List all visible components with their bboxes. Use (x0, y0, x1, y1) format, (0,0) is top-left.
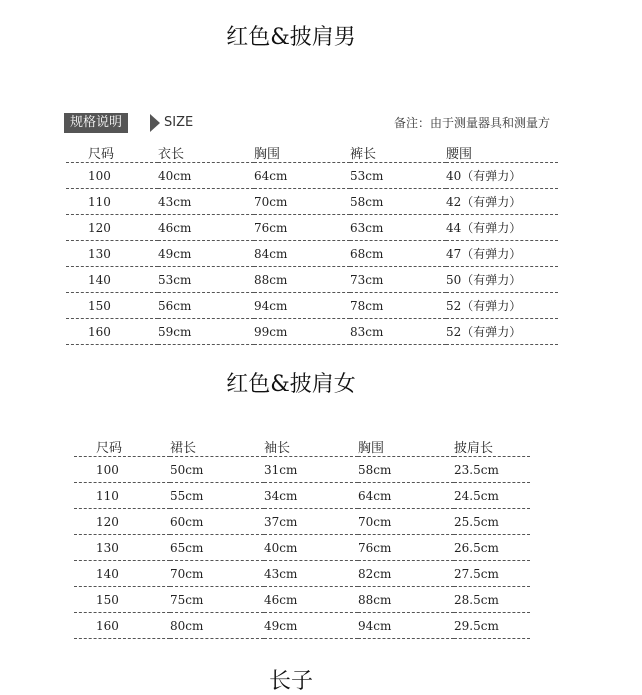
table-cell: 130 (66, 241, 158, 267)
table-cell: 140 (74, 561, 170, 587)
table-cell: 64cm (254, 163, 350, 189)
size-note: 备注：由于测量器具和测量方 (394, 116, 551, 130)
table-cell: 80cm (170, 613, 264, 639)
header-cell: 腰围 (446, 140, 558, 163)
table-cell: 76cm (254, 215, 350, 241)
table-cell: 58cm (350, 189, 446, 215)
section-title-bottom: 长子 (268, 669, 313, 694)
table-cell: 70cm (170, 561, 264, 587)
table-cell: 160 (66, 319, 158, 345)
header-cell: 裙长 (170, 434, 264, 457)
table-cell: 59cm (158, 319, 254, 345)
table-cell: 110 (66, 189, 158, 215)
table-cell: 84cm (254, 241, 350, 267)
size-label-badge: 规格说明 (64, 113, 128, 133)
table-cell: 40（有弹力） (446, 163, 558, 189)
table-cell: 70cm (358, 509, 454, 535)
table-cell: 29.5cm (454, 613, 530, 639)
table-row (74, 613, 530, 639)
table-cell: 83cm (350, 319, 446, 345)
table-row (74, 587, 530, 613)
table-row (74, 483, 530, 509)
table-cell: 42（有弹力） (446, 189, 558, 215)
table-cell: 49cm (264, 613, 358, 639)
table-row (66, 293, 558, 319)
table-cell: 150 (66, 293, 158, 319)
table-cell: 78cm (350, 293, 446, 319)
table-cell: 76cm (358, 535, 454, 561)
table-cell: 58cm (358, 457, 454, 483)
table-cell: 25.5cm (454, 509, 530, 535)
table-cell: 160 (74, 613, 170, 639)
table-cell: 68cm (350, 241, 446, 267)
table-cell: 50（有弹力） (446, 267, 558, 293)
table-cell: 24.5cm (454, 483, 530, 509)
table-cell: 34cm (264, 483, 358, 509)
table-cell: 52（有弹力） (446, 293, 558, 319)
table-cell: 120 (66, 215, 158, 241)
table-cell: 43cm (158, 189, 254, 215)
table-cell: 50cm (170, 457, 264, 483)
section-title-girl: 红色&披肩女 (226, 372, 356, 397)
size-en-label: SIZE (164, 115, 194, 130)
table-cell: 27.5cm (454, 561, 530, 587)
table-cell: 64cm (358, 483, 454, 509)
table-cell: 28.5cm (454, 587, 530, 613)
table-cell: 94cm (254, 293, 350, 319)
table-cell: 70cm (254, 189, 350, 215)
table-cell: 110 (74, 483, 170, 509)
table-row (66, 319, 558, 345)
section-title-boy: 红色&披肩男 (226, 25, 356, 50)
table-cell: 130 (74, 535, 170, 561)
table-row (66, 163, 558, 189)
header-cell: 胸围 (358, 434, 454, 457)
header-cell: 披肩长 (454, 434, 530, 457)
table-cell: 75cm (170, 587, 264, 613)
table-cell: 100 (74, 457, 170, 483)
table-cell: 82cm (358, 561, 454, 587)
header-cell: 衣长 (158, 140, 254, 163)
size-header-bar (64, 112, 560, 134)
table-cell: 46cm (264, 587, 358, 613)
table-cell: 140 (66, 267, 158, 293)
table-cell: 100 (66, 163, 158, 189)
table-cell: 56cm (158, 293, 254, 319)
table-header-row (66, 140, 558, 163)
table-cell: 60cm (170, 509, 264, 535)
header-cell: 尺码 (66, 140, 158, 163)
table-cell: 88cm (358, 587, 454, 613)
size-table-boy (66, 140, 558, 345)
table-cell: 63cm (350, 215, 446, 241)
table-row (66, 267, 558, 293)
table-row (74, 509, 530, 535)
header-cell: 胸围 (254, 140, 350, 163)
table-cell: 47（有弹力） (446, 241, 558, 267)
size-table-girl (74, 434, 530, 639)
table-cell: 40cm (264, 535, 358, 561)
header-cell: 裤长 (350, 140, 446, 163)
table-cell: 52（有弹力） (446, 319, 558, 345)
table-cell: 26.5cm (454, 535, 530, 561)
table-header-row (74, 434, 530, 457)
table-cell: 23.5cm (454, 457, 530, 483)
table-cell: 44（有弹力） (446, 215, 558, 241)
table-row (66, 215, 558, 241)
table-row (74, 561, 530, 587)
table-row (74, 535, 530, 561)
table-cell: 88cm (254, 267, 350, 293)
table-cell: 65cm (170, 535, 264, 561)
table-cell: 53cm (350, 163, 446, 189)
table-row (74, 457, 530, 483)
table-cell: 43cm (264, 561, 358, 587)
table-cell: 46cm (158, 215, 254, 241)
table-cell: 31cm (264, 457, 358, 483)
table-cell: 55cm (170, 483, 264, 509)
table-row (66, 241, 558, 267)
table-cell: 99cm (254, 319, 350, 345)
table-cell: 120 (74, 509, 170, 535)
table-cell: 73cm (350, 267, 446, 293)
table-cell: 40cm (158, 163, 254, 189)
header-cell: 袖长 (264, 434, 358, 457)
table-cell: 49cm (158, 241, 254, 267)
header-cell: 尺码 (74, 434, 170, 457)
play-arrow-icon (150, 114, 160, 132)
table-cell: 37cm (264, 509, 358, 535)
table-row (66, 189, 558, 215)
table-cell: 53cm (158, 267, 254, 293)
table-cell: 94cm (358, 613, 454, 639)
table-cell: 150 (74, 587, 170, 613)
